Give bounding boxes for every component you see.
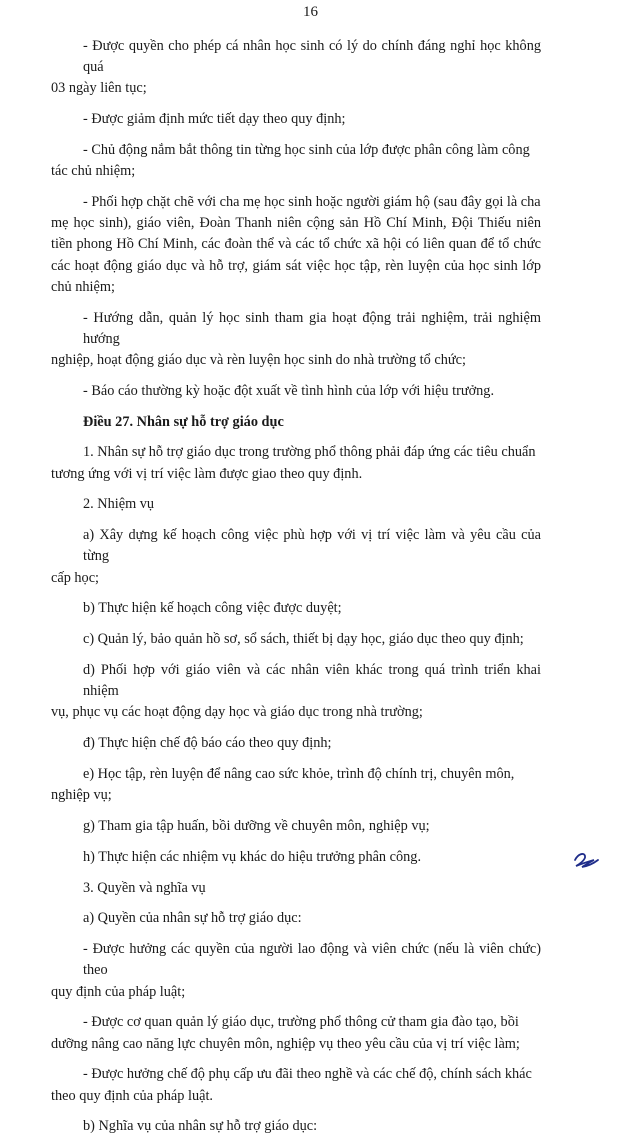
paragraph-first-line: - Chủ động nắm bắt thông tin từng học sinh của lớp được phân công làm công <box>83 142 530 158</box>
paragraph-first-line: b) Nghĩa vụ của nhân sự hỗ trợ giáo dục: <box>83 1118 318 1135</box>
paragraph-first-line: d) Phối hợp với giáo viên và các nhân viên khác trong quá trình triển khai nhiệm <box>83 662 541 700</box>
paragraph-first-line: - Được hưởng các quyền của người lao động và viên chức (nếu là viên chức) theo <box>83 941 541 979</box>
paragraph-first-line: a) Quyền của nhân sự hỗ trợ giáo dục: <box>83 910 302 927</box>
paragraph-first-line: a) Xây dựng kế hoạch công việc phù hợp với vị trí việc làm và yêu cầu của từng <box>83 527 541 565</box>
paragraph <box>51 442 541 484</box>
paragraph <box>83 629 541 650</box>
paragraph <box>51 1012 541 1054</box>
handwritten-initial-mark <box>572 848 600 870</box>
paragraph-first-line: - Được hưởng chế độ phụ cấp ưu đãi theo nghề và các chế độ, chính sách khác <box>83 1066 532 1083</box>
paragraph <box>83 598 541 619</box>
document-body <box>51 36 541 1147</box>
article-heading: Điều 27. Nhân sự hỗ trợ giáo dục <box>83 413 284 430</box>
paragraph-continuation: 03 ngày liên tục; <box>51 80 147 97</box>
paragraph <box>83 1116 541 1137</box>
paragraph-continuation: tương ứng với vị trí việc làm được giao theo quy định. <box>51 465 363 482</box>
paragraph-first-line: 1. Nhân sự hỗ trợ giáo dục trong trường phổ thông phải đáp ứng các tiêu chuẩn <box>83 444 536 461</box>
paragraph-first-line: - Phối hợp chặt chẽ với cha mẹ học sinh hoặc người giám hộ (sau đây gọi là cha <box>83 194 541 210</box>
paragraph <box>83 494 541 515</box>
paragraph <box>83 109 541 130</box>
paragraph <box>83 847 541 868</box>
paragraph-first-line: - Được giảm định mức tiết dạy theo quy định; <box>83 111 346 128</box>
paragraph <box>51 308 541 372</box>
paragraph-first-line: - Hướng dẫn, quản lý học sinh tham gia hoạt động trải nghiệm, trải nghiệm hướng <box>83 309 541 347</box>
paragraph <box>83 733 541 754</box>
paragraph-continuation: dưỡng nâng cao năng lực chuyên môn, nghiệp vụ theo yêu cầu của vị trí việc làm; <box>51 1035 520 1052</box>
paragraph <box>51 1064 541 1106</box>
paragraph-continuation: mẹ học sinh), giáo viên, Đoàn Thanh niên cộng sản Hồ Chí Minh, Đội Thiếu niên tiền phong Hồ Chí Minh, các đoàn thể và các tổ chức xã hội có liên quan để tổ chức các hoạt động giáo dục và hỗ trợ, giám sát việc học tập, rèn luyện của học sinh lớp chủ nhiệm; <box>51 215 541 295</box>
paragraph <box>51 140 541 182</box>
paragraph-first-line: - Được quyền cho phép cá nhân học sinh có lý do chính đáng nghỉ học không quá <box>83 38 541 76</box>
paragraph-first-line: b) Thực hiện kế hoạch công việc được duyệt; <box>83 600 342 617</box>
paragraph-first-line: h) Thực hiện các nhiệm vụ khác do hiệu trưởng phân công. <box>83 848 422 865</box>
paragraph-continuation: vụ, phục vụ các hoạt động dạy học và giáo dục trong nhà trường; <box>51 704 423 721</box>
paragraph-continuation: theo quy định của pháp luật. <box>51 1087 213 1104</box>
paragraph-first-line: g) Tham gia tập huấn, bồi dưỡng về chuyên môn, nghiệp vụ; <box>83 818 430 834</box>
paragraph-first-line: 2. Nhiệm vụ <box>83 496 155 513</box>
paragraph-first-line: e) Học tập, rèn luyện để nâng cao sức khỏe, trình độ chính trị, chuyên môn, <box>83 766 515 782</box>
paragraph <box>51 764 541 806</box>
paragraph-first-line: - Được cơ quan quản lý giáo dục, trường phổ thông cử tham gia đào tạo, bồi <box>83 1014 519 1031</box>
paragraph-first-line: 3. Quyền và nghĩa vụ <box>83 879 206 896</box>
paragraph-first-line: - Báo cáo thường kỳ hoặc đột xuất về tình hình của lớp với hiệu trưởng. <box>83 382 495 399</box>
paragraph-continuation: nghiệp, hoạt động giáo dục và rèn luyện học sinh do nhà trường tổ chức; <box>51 352 466 369</box>
paragraph <box>83 908 541 929</box>
paragraph-first-line: đ) Thực hiện chế độ báo cáo theo quy định; <box>83 735 332 752</box>
paragraph-continuation: tác chủ nhiệm; <box>51 163 136 180</box>
paragraph <box>51 939 541 1003</box>
paragraph <box>51 192 541 298</box>
paragraph-continuation: quy định của pháp luật; <box>51 983 186 1000</box>
paragraph <box>51 36 541 100</box>
paragraph-continuation: cấp học; <box>51 569 100 586</box>
paragraph <box>51 525 541 589</box>
paragraph-first-line: c) Quản lý, bảo quản hồ sơ, sổ sách, thiết bị dạy học, giáo dục theo quy định; <box>83 631 524 648</box>
paragraph-continuation: nghiệp vụ; <box>51 787 112 804</box>
paragraph <box>83 381 541 402</box>
paragraph <box>83 816 541 837</box>
page-number: 16 <box>303 4 318 20</box>
paragraph <box>51 660 541 724</box>
